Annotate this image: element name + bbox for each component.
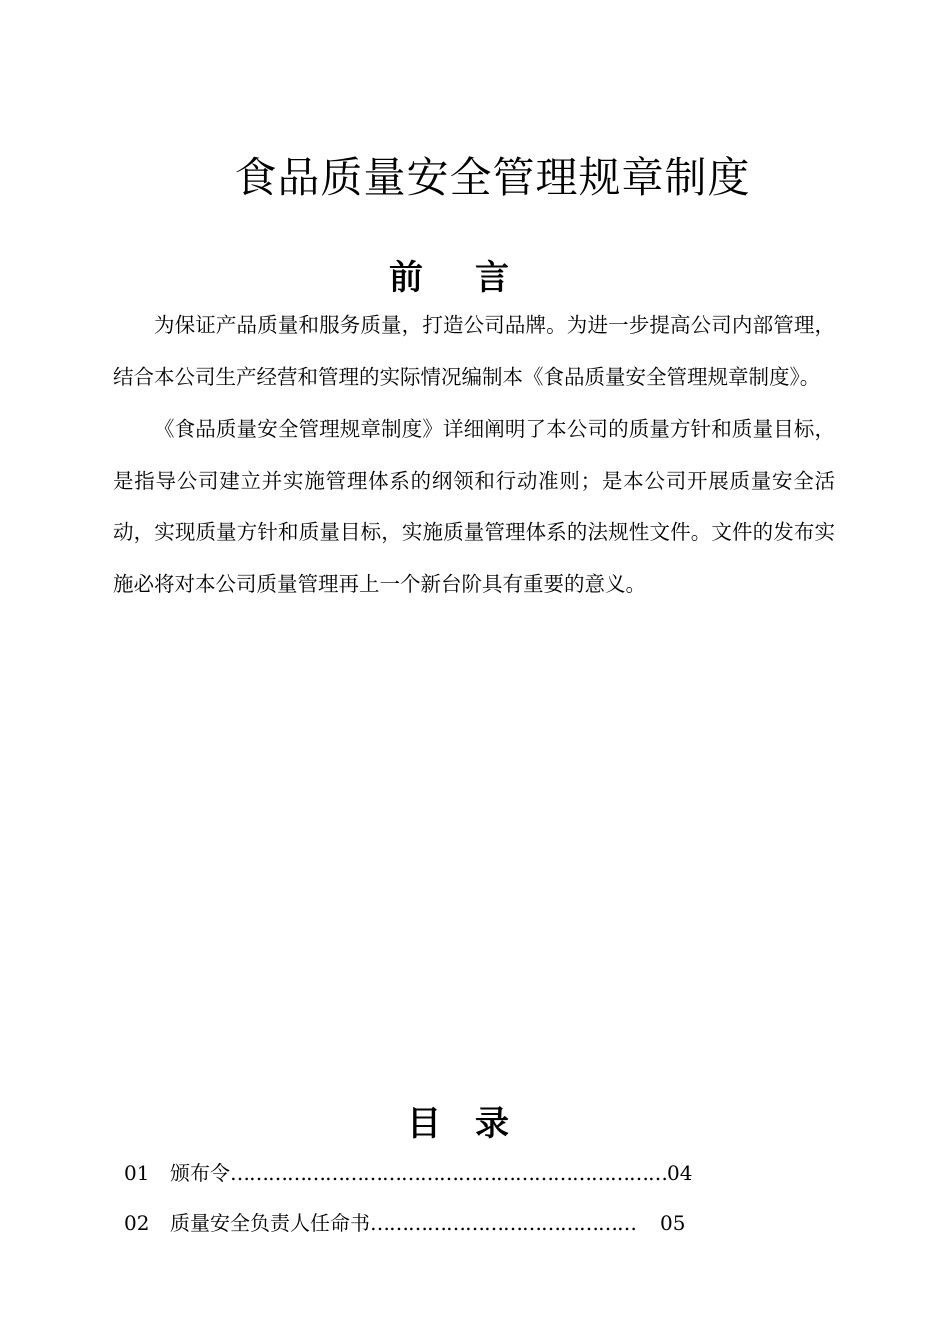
table-of-contents [124,1148,764,1248]
preface-heading [0,256,950,300]
preface-paragraph: 《食品质量安全管理规章制度》详细阐明了本公司的质量方针和质量目标，是指导公司建立并实施管理体系的纲领和行动准则；是本公司开展质量安全活动，实现质量方针和质量目标，实施质量管理体系的法规性文件。文件的发布实施必将对本公司质量管理再上一个新台阶具有重要的意义。 [113,417,835,596]
toc-entry-leader: …………………………………… [370,1211,636,1235]
toc-heading-text: 目录 [407,1104,543,1144]
toc-heading [0,1102,950,1146]
preface-paragraph: 为保证产品质量和服务质量，打造公司品牌。为进一步提高公司内部管理，结合本公司生产经营和管理的实际情况编制本《食品质量安全管理规章制度》。 [113,313,835,389]
toc-entry[interactable] [124,1148,764,1198]
toc-entry-page: 04 [667,1161,693,1185]
toc-entry-number: 02 [124,1211,150,1235]
preface-heading-text: 前言 [389,258,561,298]
document-title: 食品质量安全管理规章制度 [234,153,751,202]
toc-entry-number: 01 [124,1161,150,1185]
toc-entry-label: 质量安全负责人任命书 [170,1211,370,1235]
toc-entry[interactable] [124,1198,764,1248]
toc-entry-leader: …………………………………………………………… [230,1161,667,1185]
toc-entry-page: 05 [660,1211,686,1235]
toc-entry-label: 颁布令 [170,1161,230,1185]
preface-body [113,300,835,611]
